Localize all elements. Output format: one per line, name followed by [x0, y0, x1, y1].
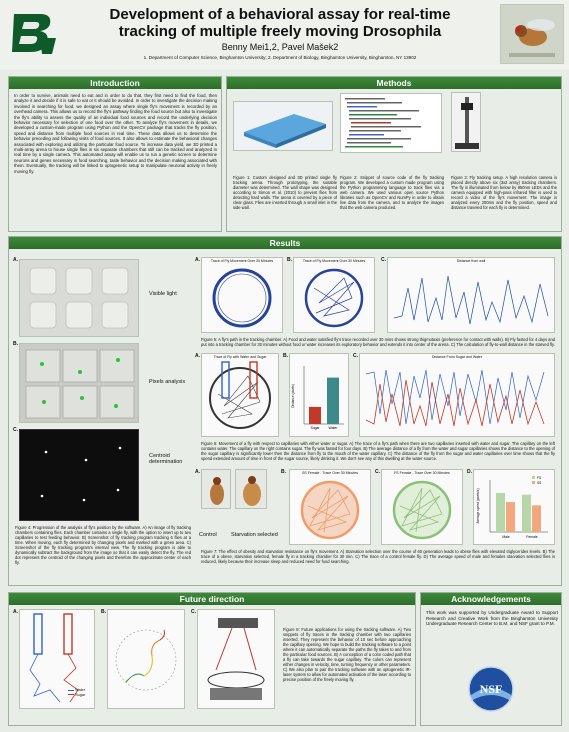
fig5-label-b: B. [287, 257, 292, 263]
acknowledgements-panel [420, 592, 562, 726]
fig7-plot-c [381, 469, 463, 545]
future-direction-panel [8, 592, 416, 726]
fig7-label-c: C. [375, 469, 380, 475]
fly-photo [500, 4, 564, 64]
fig5-plot-a-title: Trace of Fly Movement Over 30 Minutes [210, 259, 274, 263]
fig7-legend-label: FS [537, 476, 542, 480]
fig4-visible-light-image [19, 259, 139, 337]
fig7-bar-fs-female [522, 495, 531, 532]
fig6-plot-c-title: Distance From Sugar and Water [431, 355, 483, 359]
title-line-2: tracking of multiple freely moving Drosophila [118, 23, 442, 40]
fig5-label-a: A. [195, 257, 200, 263]
fig7-category-label: Female [526, 535, 538, 539]
fig6-y-label: Distance (pixels) [291, 384, 295, 408]
fig7-plot-c-title: FS Female - Trace Over 30 Minutes [394, 471, 450, 475]
visible-light-label: Visible light [149, 291, 177, 297]
camera-setup-image [451, 92, 481, 152]
acknowledgements-text: This work was supported by Undergraduate Award to Support Research and Creative Work from the Binghamton University Undergraduate Research Center to B.M. and NSF grant to P.M. [426, 610, 558, 627]
fig7-legend-label: SS [537, 481, 542, 485]
fig7-legend-swatch [532, 476, 535, 479]
fig7-label-a: A. [195, 469, 200, 475]
figure-4-caption: Figure 4: Progression of the analysis of fly's position by the software. A) An image of fly tracking chambers containing flies. Each chamber contains a single fly, with the option to insert up to two capillaries to test feeding behavior. B) Screenshot of fly tracking program tracking 6 flies at a time. When moving, each fly determined by changing pixels and marked with a green area. C) Screenshot of the fly tracking program's internal view. The fly tracking program is able to dynamically subtract the background from the image so that it can easily detect the fly. The red dot represent the centroid of the changing pixels and therefore the approximate center of each fly. [15, 525, 191, 565]
fig6-plot-c [359, 353, 555, 437]
pixels-analysis-label: Pixels analysis [149, 379, 186, 385]
methods-figure-3-caption: Figure 3: Fly tracking setup. A high resolution camera is placed directly above six (3x2 array) tracking chambers. The fly is illuminated from below by 850nm LEDs and the camera equipped with high-pass infrared filter is used to record a video of the fly's movement. The image is analyzed every 200ms and the fly position, speed and distance traveled for each fly is determined. [451, 175, 557, 210]
fig6-category-label: Water [328, 426, 338, 430]
fig7-bar-ss-male [506, 502, 515, 532]
fig6-plot-a [201, 353, 279, 437]
centroid-label: Centroid determination [149, 453, 183, 465]
affiliations: 1. Department of Computer Science, Binghamton University; 2. Department of Biology, Binghamton University, Binghamton, NY 13902 [143, 55, 417, 60]
fig7-label-d: D. [467, 469, 472, 475]
introduction-panel [8, 76, 222, 232]
fig5-plot-c-title: Distance from wall [456, 259, 486, 263]
fig8-legend [68, 688, 85, 697]
authors: Benny Mei1,2, Pavel Mašek2 [221, 42, 339, 52]
control-label: Control [199, 532, 217, 538]
fig6-bar-water [327, 378, 339, 424]
fig7-plot-d [473, 469, 555, 545]
fig5-plot-b [293, 257, 375, 333]
poster-title [70, 6, 490, 40]
fig4-label-a: A. [13, 257, 18, 263]
fig6-label-c: C. [353, 353, 358, 359]
fig7-y-label: Average speed (pixels/s) [476, 488, 480, 524]
methods-figure-2-caption: Figure 2: Snippet of source code of the fly tracking program. We developed a custom made program using the Python programming language to track flies via a web camera. We used various open source Python libraries such as OpenCV and NumPy in order to obtain live data from the camera, and to analyze the images that the web camera produced. [340, 175, 444, 210]
results-panel [8, 236, 562, 586]
fig4-pixels-analysis-image [19, 343, 139, 423]
fig8-plot-b [107, 609, 185, 709]
fig7-plot-b [289, 469, 371, 545]
fig4-label-b: B. [13, 341, 18, 347]
fig8-plot-c [197, 609, 275, 709]
fig8-label-c: C. [191, 609, 196, 615]
figure-6-caption: Figure 6: Movement of a fly with respect to capillaries with either water or sugar. A) The trace of a fly's path when there are two capillaries inserted with water and sugar. The capillary on the left contains water. The capillary on the right contains sugar. The fly was fasted for four days. B) The average distance of a fly from the water and sugar capillaries shows the distance to the opening of the sugar capillary is significantly lower then the distance from fly to the mouth of the water capillary. C) The distance of the fly from the sugar and water capillaries over time shows that the fly spend extended amount of time in front of the sugar source, likely drinking it. We don't see any of this dwelling at the water source. [201, 441, 555, 461]
methods-panel [226, 76, 562, 232]
legend-sugar: Sugar [68, 693, 85, 698]
methods-heading: Methods [227, 77, 561, 89]
fig5-plot-b-title: Trace of Fly Movement Over 30 Minutes [302, 259, 366, 263]
fig6-label-b: B. [283, 353, 288, 359]
methods-figure-1-caption: Figure 1: Custom designed and 3D printed single fly tracking arena. Through prototyping, the suitable diameter was determined. The wall shape was designed according to Simon et al. (2010) to prevent flies from detecting hard walls. The arena is covered by a piece of clear glass. Flies are inserted through a small inlet in the side wall. [233, 175, 337, 210]
source-code-image [340, 93, 442, 153]
introduction-heading: Introduction [9, 77, 221, 89]
starvation-fly-image [235, 469, 267, 509]
introduction-text: In order to survive, animals need to eat and in order to do that, they first need to find the food, then analyze it and decide if it is safe to eat or it should be avoided. In order to investigate the decision making involved in searching for food, we designed an assay where single fly's movement is recorded by an overhead camera. This allows us to record the fly's pathway finding the food source but also to investigate the fly's ability to assess the quality of an individual food sources and record the underlying decision behavior necessary for selection of one food over the other. To analyze fly's movement in details, we developed a custom-made program using Python and the OpenCV package that tracks the fly position, speed and distance from multiple food sources in real time. These data allows us to determine the behavior preceding and following visits of food sources. It also allows to estimate the behavioral changes associated with exploring and utilizing the particular food source. To increase data yield, we 3D printed a multi-array arena to house single flies in six separate chambers that still can be tracked and analyzed in real time by a single camera. This automated assay will enable us to run a genetic screen to determine neurons and genes necessary in food searching, taste behavior and the decision making associated with them. Eventually, the tracking will be linked to optogenetic setup to manipulate neuronal activity in freely moving fly. [14, 93, 217, 174]
fig4-label-c: C. [13, 427, 18, 433]
university-logo [10, 8, 58, 58]
fig4-centroid-image [19, 429, 139, 521]
fig6-label-a: A. [195, 353, 200, 359]
figure-5-caption: Figure 5: A fly's path in the tracking chamber. A) Food and water satisfied fly's trace recorded over 30 mins shows strong thigmotaxis (preference for contact with walls). B) Fly fasted for 4 days and put into a tracking chamber for 30 minutes without food or water increases its exploratory behavior and extends it into center of the arena. C) The calculation of fly-to-wall distance in the starved fly. [201, 337, 556, 347]
future-direction-heading: Future direction [9, 593, 415, 605]
results-heading: Results [9, 237, 561, 249]
arena-3d-image [233, 101, 333, 151]
fig7-bar-ss-female [532, 505, 541, 532]
poster-header [0, 0, 569, 70]
starvation-selected-label: Starvation selected [231, 532, 278, 538]
fig7-bar-chart [474, 470, 554, 544]
fig7-bar-fs-male [496, 493, 505, 532]
fig5-plot-c [387, 257, 555, 333]
fig8-plot-a [19, 609, 95, 709]
fig5-label-c: C. [381, 257, 386, 263]
fig7-legend-swatch [532, 481, 535, 484]
legend-water: Water [68, 688, 85, 693]
fig5-plot-a [201, 257, 283, 333]
fig7-label-b: B. [281, 469, 286, 475]
fig7-plot-b-title: SS Female - Trace Over 30 Minutes [302, 471, 358, 475]
fig8-label-b: B. [101, 609, 106, 615]
fig6-bar-sugar [309, 407, 321, 424]
control-fly-image [201, 469, 231, 509]
title-line-1: Development of a behavioral assay for real-time [109, 6, 451, 23]
svg-text:NSF: NSF [479, 682, 503, 696]
acknowledgements-heading: Acknowledgements [421, 593, 561, 605]
fig8-label-a: A. [13, 609, 18, 615]
fig6-plot-a-title: Trace of Fly with Water and Sugar [213, 355, 267, 359]
fig6-bar-chart [290, 354, 348, 436]
fig6-plot-b [289, 353, 349, 437]
figure-8-caption: Figure 8: Future applications for using the tracking software. A) Two snippets of fly traces in the tracking chamber with two capillaries inserted. They represent the behavior of 10 sec before approaching the capillary opening. We hope to build the tracking software to a point where it can automatically separate the paths the fly takes to and from the particular food sources. B) A conception of a color coded path that a fly can take towards the sugar capillary. The colors can represent either changes in velocity, time, turning frequency or other parameters. C) We also plan to pair the tracking software with an optogenetic IR-laser system to allow for automated activation of the laser according to precise position of the freely moving fly. [283, 627, 411, 682]
fig7-category-label: Male [502, 535, 510, 539]
fig6-category-label: Sugar [310, 426, 320, 430]
nsf-logo [467, 665, 515, 713]
figure-7-caption: Figure 7: The effect of obesity and starvation resistance on fly's movement. A) Starvation selection over the course of 60 generation leads to obese flies with elevated triglycerides levels. B) The trace of a obese, starvation selected, female fly in a tracking chamber for 30 min. C) The trace of a control female fly. D) The average speed of male and females starvation selected flies is reduced, likely because their increase sleep and reduced need for food searching. [201, 549, 555, 564]
